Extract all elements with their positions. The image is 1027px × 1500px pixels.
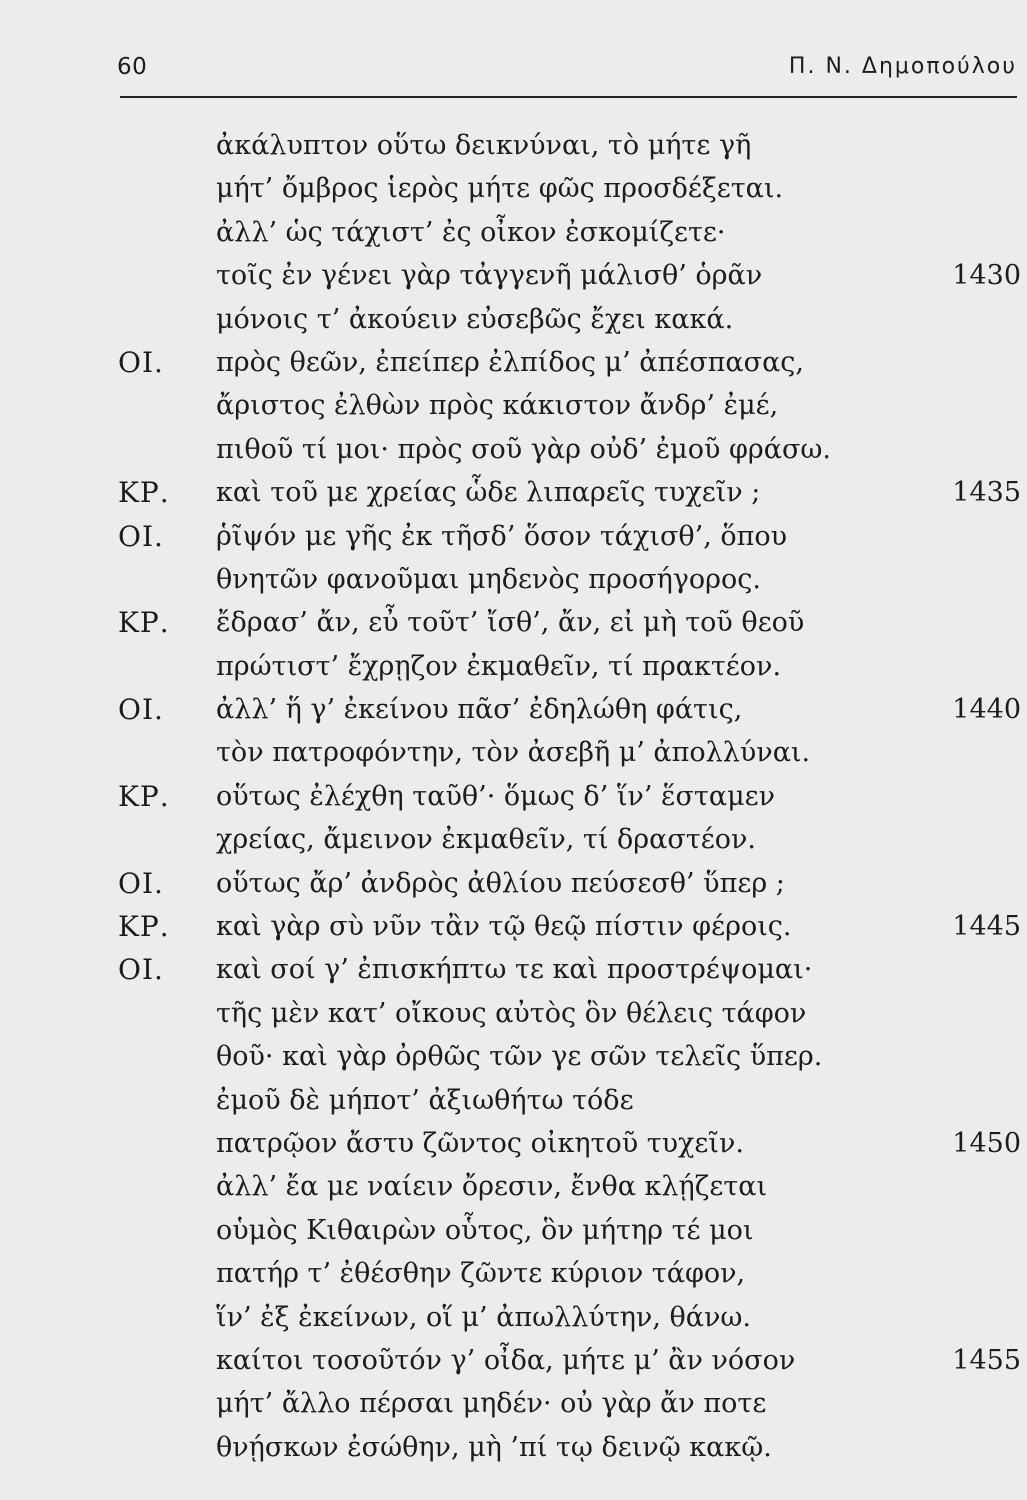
verse-text: τὸν πατροφόντην, τὸν ἀσεβῆ μ’ ἀπολλύναι. <box>216 737 811 769</box>
verse-line <box>0 124 1027 167</box>
verse-text: καὶ γὰρ σὺ νῦν τἂν τῷ θεῷ πίστιν φέροις. <box>216 911 792 943</box>
verse-line <box>0 341 1027 384</box>
verse-text: καίτοι τοσοῦτόν γ’ οἶδα, μήτε μ’ ἂν νόσον <box>216 1344 796 1376</box>
verse-line <box>0 948 1027 991</box>
line-number: 1455 <box>952 1344 1021 1376</box>
verse-line <box>0 1252 1027 1295</box>
verse-line <box>0 558 1027 601</box>
verse-text: θοῦ· καὶ γὰρ ὀρθῶς τῶν γε σῶν τελεῖς ὕπερ. <box>216 1041 823 1073</box>
verse-text: τῆς μὲν κατ’ οἴκους αὐτὸς ὃν θέλεις τάφον <box>216 997 807 1029</box>
verse-text: πρώτιστ’ ἔχρῃζον ἐκμαθεῖν, τί πρακτέον. <box>216 650 782 682</box>
verse-text: οὕτως ἄρ’ ἀνδρὸς ἀθλίου πεύσεσθ’ ὕπερ ; <box>216 867 785 899</box>
verse-line <box>0 818 1027 861</box>
verse-text: πατήρ τ’ ἐθέσθην ζῶντε κύριον τάφον, <box>216 1258 746 1290</box>
line-number: 1445 <box>952 911 1021 943</box>
verse-text: ἄριστος ἐλθὼν πρὸς κάκιστον ἄνδρ’ ἐμέ, <box>216 390 779 422</box>
verse-text: ἔδρασ’ ἄν, εὖ τοῦτ’ ἴσθ’, ἄν, εἰ μὴ τοῦ θεοῦ <box>216 607 805 639</box>
verse-line <box>0 428 1027 471</box>
verse-line <box>0 471 1027 514</box>
verse-text: πιθοῦ τί μοι· πρὸς σοῦ γὰρ οὐδ’ ἐμοῦ φράσω. <box>216 433 832 465</box>
verse-line <box>0 1035 1027 1078</box>
speaker-label: ΚΡ. <box>118 779 170 813</box>
verse-text: οὑμὸς Κιθαιρὼν οὗτος, ὃν μήτηρ τέ μοι <box>216 1214 754 1246</box>
verse-block <box>0 124 1027 1469</box>
verse-line <box>0 211 1027 254</box>
verse-text: ἀκάλυπτον οὕτω δεικνύναι, τὸ μήτε γῆ <box>216 130 752 161</box>
running-head: Π. Ν. Δημοπούλου <box>788 54 1017 79</box>
verse-text: πατρῷον ἄστυ ζῶντος οἰκητοῦ τυχεῖν. <box>216 1127 744 1159</box>
verse-text: μήτ’ ἄλλο πέρσαι μηδέν· οὐ γὰρ ἄν ποτε <box>216 1388 767 1420</box>
verse-text: θνῄσκων ἐσώθην, μὴ ’πί τῳ δεινῷ κακῷ. <box>216 1431 772 1463</box>
verse-line <box>0 905 1027 948</box>
speaker-label: ΟΙ. <box>118 953 164 987</box>
verse-text: θνητῶν φανοῦμαι μηδενὸς προσήγορος. <box>216 563 762 595</box>
verse-line <box>0 775 1027 818</box>
verse-line <box>0 731 1027 774</box>
line-number: 1450 <box>952 1127 1021 1159</box>
verse-text: ἀλλ’ ὡς τάχιστ’ ἐς οἶκον ἐσκομίζετε· <box>216 216 726 248</box>
verse-line <box>0 167 1027 210</box>
verse-text: ἐμοῦ δὲ μήποτ’ ἀξιωθήτω τόδε <box>216 1084 634 1116</box>
verse-text: τοῖς ἐν γένει γὰρ τἀγγενῆ μάλισθ’ ὁρᾶν <box>216 260 763 292</box>
verse-line <box>0 1122 1027 1165</box>
speaker-label: ΟΙ. <box>118 693 164 727</box>
verse-text: καὶ τοῦ με χρείας ὧδε λιπαρεῖς τυχεῖν ; <box>216 477 761 509</box>
verse-text: μήτ’ ὄμβρος ἱερὸς μήτε φῶς προσδέξεται. <box>216 173 784 205</box>
verse-text: πρὸς θεῶν, ἐπείπερ ἐλπίδος μ’ ἀπέσπασας, <box>216 346 805 378</box>
speaker-label: ΚΡ. <box>118 606 170 640</box>
verse-line <box>0 688 1027 731</box>
verse-text: μόνοις τ’ ἀκούειν εὐσεβῶς ἔχει κακά. <box>216 303 734 335</box>
speaker-label: ΚΡ. <box>118 476 170 510</box>
speaker-label: ΚΡ. <box>118 910 170 944</box>
speaker-label: ΟΙ. <box>118 519 164 553</box>
verse-text: οὕτως ἐλέχθη ταῦθ’· ὅμως δ’ ἵν’ ἕσταμεν <box>216 780 776 812</box>
verse-line <box>0 1426 1027 1469</box>
verse-line <box>0 862 1027 905</box>
page-number: 60 <box>117 54 148 80</box>
verse-line <box>0 645 1027 688</box>
verse-line <box>0 384 1027 427</box>
verse-text: ἀλλ’ ἔα με ναίειν ὄρεσιν, ἔνθα κλῄζεται <box>216 1171 768 1203</box>
speaker-label: ΟΙ. <box>118 345 164 379</box>
verse-line <box>0 601 1027 644</box>
verse-line <box>0 254 1027 297</box>
page-header <box>117 48 1017 88</box>
verse-line <box>0 1079 1027 1122</box>
verse-text: χρείας, ἄμεινον ἐκμαθεῖν, τί δραστέον. <box>216 824 756 856</box>
verse-line <box>0 1339 1027 1382</box>
line-number: 1430 <box>952 260 1021 292</box>
verse-text: ἵν’ ἐξ ἐκείνων, οἵ μ’ ἀπωλλύτην, θάνω. <box>216 1301 752 1333</box>
line-number: 1435 <box>952 477 1021 509</box>
verse-line <box>0 298 1027 341</box>
verse-text: καὶ σοί γ’ ἐπισκήπτω τε καὶ προστρέψομαι· <box>216 954 813 986</box>
verse-text: ῥῖψόν με γῆς ἐκ τῆσδ’ ὅσον τάχισθ’, ὅπου <box>216 520 788 552</box>
verse-line <box>0 515 1027 558</box>
verse-line <box>0 1165 1027 1208</box>
verse-line <box>0 992 1027 1035</box>
header-rule <box>120 96 1017 98</box>
verse-line <box>0 1382 1027 1425</box>
verse-line <box>0 1296 1027 1339</box>
line-number: 1440 <box>952 694 1021 726</box>
verse-line <box>0 1209 1027 1252</box>
verse-text: ἀλλ’ ἥ γ’ ἐκείνου πᾶσ’ ἐδηλώθη φάτις, <box>216 694 743 726</box>
speaker-label: ΟΙ. <box>118 866 164 900</box>
